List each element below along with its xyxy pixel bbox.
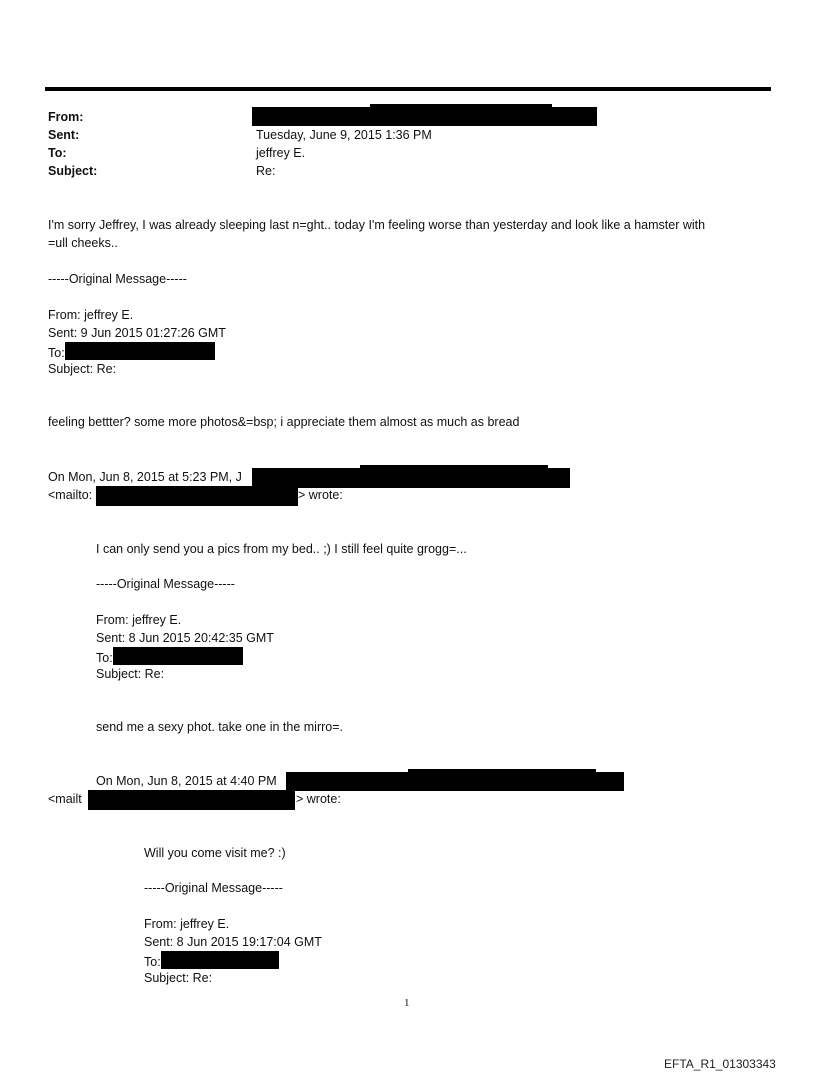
quote-header: On Mon, Jun 8, 2015 at 4:40 PM	[96, 774, 277, 788]
original-message-divider: -----Original Message-----	[48, 272, 187, 286]
quote-mailto: <mailto:	[48, 488, 93, 502]
document-id: EFTA_R1_01303343	[664, 1057, 776, 1071]
redaction-bar	[286, 772, 624, 791]
redaction-bar	[96, 486, 298, 506]
quoted-subject: Subject: Re:	[96, 667, 165, 681]
redaction-bar	[252, 468, 570, 488]
message-line: feeling bettter? some more photos&=bsp; i appreciate them almost as much as bread	[48, 415, 520, 429]
to-value: jeffrey E.	[256, 146, 306, 160]
quoted-subject: Subject: Re:	[144, 971, 213, 985]
redaction-bar	[360, 465, 548, 470]
quoted-sent: Sent: 8 Jun 2015 20:42:35 GMT	[96, 631, 274, 645]
redaction-bar	[370, 104, 552, 109]
quoted-from: From: jeffrey E.	[144, 917, 230, 931]
message-line: Will you come visit me? :)	[144, 846, 286, 860]
redaction-bar	[88, 790, 295, 810]
redaction-bar	[65, 342, 215, 360]
quote-wrote: > wrote:	[296, 792, 341, 806]
message-line: I'm sorry Jeffrey, I was already sleeping last n=ght.. today I'm feeling worse than yesterday and look like a hamster with	[48, 218, 706, 232]
subject-label: Subject:	[48, 164, 98, 178]
from-label: From:	[48, 110, 84, 124]
quoted-from: From: jeffrey E.	[48, 308, 134, 322]
quote-header: On Mon, Jun 8, 2015 at 5:23 PM, J	[48, 470, 242, 484]
to-label: To:	[48, 146, 67, 160]
redaction-bar	[252, 107, 597, 126]
page-number: 1	[404, 997, 410, 1009]
quoted-sent: Sent: 8 Jun 2015 19:17:04 GMT	[144, 935, 322, 949]
quoted-subject: Subject: Re:	[48, 362, 117, 376]
quote-wrote: > wrote:	[298, 488, 343, 502]
sent-value: Tuesday, June 9, 2015 1:36 PM	[256, 128, 432, 142]
original-message-divider: -----Original Message-----	[96, 577, 235, 591]
quoted-to: To:	[144, 951, 279, 971]
original-message-divider: -----Original Message-----	[144, 881, 283, 895]
sent-label: Sent:	[48, 128, 80, 142]
quoted-sent: Sent: 9 Jun 2015 01:27:26 GMT	[48, 326, 226, 340]
redaction-bar	[113, 647, 243, 665]
redaction-bar	[161, 951, 279, 969]
message-line: I can only send you a pics from my bed.. ;) I still feel quite grogg=...	[96, 542, 467, 556]
message-line: =ull cheeks..	[48, 236, 118, 250]
subject-value: Re:	[256, 164, 276, 178]
quoted-to: To:	[96, 647, 243, 667]
message-line: send me a sexy phot. take one in the mirro=.	[96, 720, 344, 734]
header-rule	[45, 87, 771, 91]
quoted-from: From: jeffrey E.	[96, 613, 182, 627]
redaction-bar	[408, 769, 596, 774]
quote-mailto: <mailt	[48, 792, 82, 806]
quoted-to: To:	[48, 342, 215, 362]
